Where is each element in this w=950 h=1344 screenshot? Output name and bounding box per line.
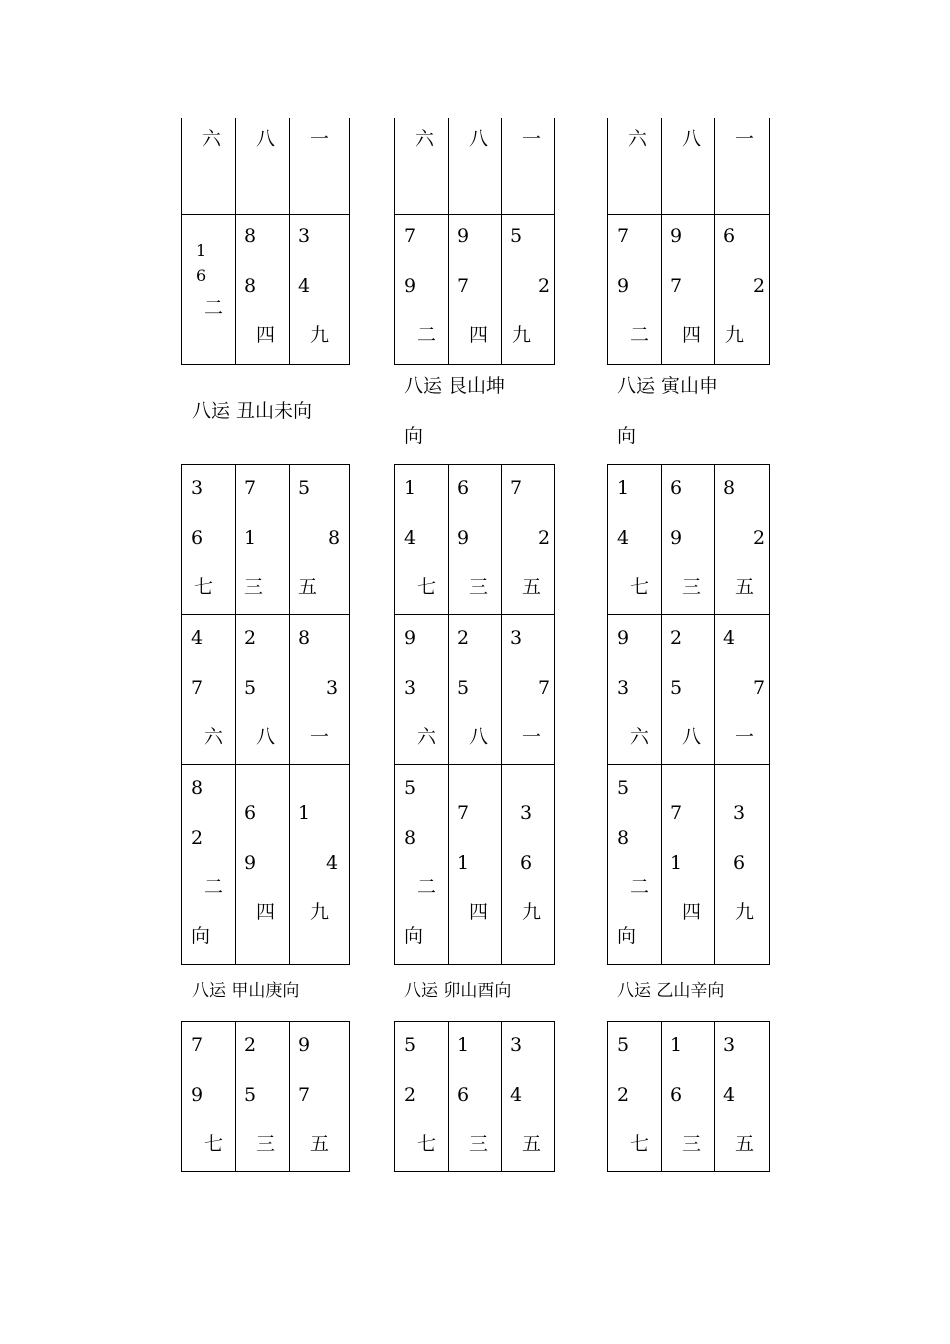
cell (182, 214, 236, 364)
mountain-star: 1 (617, 477, 630, 499)
chart-caption: 八运 丑山未向 (192, 400, 313, 422)
water-star: 4 (510, 1084, 523, 1106)
water-star: 7 (538, 677, 551, 699)
water-star: 6 (191, 527, 204, 549)
period-star: 四 (469, 901, 489, 923)
cell (449, 615, 502, 765)
mountain-star: 4 (191, 627, 204, 649)
star: 八 (469, 128, 489, 150)
period-star: 二 (630, 323, 650, 346)
period-star: 六 (204, 726, 224, 748)
period-star: 六 (417, 726, 437, 748)
period-star: 四 (682, 901, 702, 923)
cell (236, 615, 290, 765)
water-star: 2 (404, 1084, 417, 1106)
period-star: 五 (310, 1133, 330, 1155)
cell (395, 765, 449, 965)
cell (715, 118, 770, 214)
cell (608, 615, 662, 765)
mountain-star: 5 (404, 777, 417, 799)
water-star: 2 (538, 527, 551, 549)
star: 一 (735, 128, 755, 150)
period-star: 七 (204, 1133, 224, 1155)
cell (236, 1022, 290, 1172)
period-star: 九 (725, 323, 745, 346)
water-star: 8 (404, 827, 417, 849)
cell (395, 465, 449, 615)
cell (662, 465, 715, 615)
chart-grid-yin (607, 118, 770, 365)
mountain-star: 6 (244, 802, 257, 824)
period-star: 二 (204, 296, 224, 319)
water-star: 7 (753, 677, 766, 699)
star: 八 (256, 128, 276, 150)
period-star: 一 (310, 726, 330, 748)
cell (715, 1022, 770, 1172)
water-star: 7 (298, 1084, 311, 1106)
mountain-star: 7 (510, 477, 523, 499)
mountain-star: 5 (617, 1034, 630, 1056)
water-star: 9 (457, 527, 470, 549)
star: 六 (415, 128, 435, 150)
chart-grid-jia-next (181, 1021, 350, 1172)
mountain-star: 3 (298, 224, 311, 247)
cell (449, 214, 502, 364)
period-star: 二 (630, 876, 650, 898)
mountain-star: 2 (670, 627, 683, 649)
chart-grid-mao (394, 464, 555, 965)
water-star: 1 (670, 852, 683, 874)
mountain-star: 1 (196, 240, 207, 260)
mountain-star: 3 (510, 627, 523, 649)
star: 六 (202, 128, 222, 150)
chart-grid-yi-next (607, 1021, 770, 1172)
cell (449, 765, 502, 965)
period-star: 五 (735, 1133, 755, 1155)
cell (236, 214, 290, 364)
water-star: 2 (753, 527, 766, 549)
chart-caption: 八运 乙山辛向 (617, 981, 725, 1001)
cell (502, 118, 555, 214)
period-star: 四 (682, 323, 702, 346)
water-star: 4 (298, 274, 311, 297)
water-star: 6 (670, 1084, 683, 1106)
period-star: 四 (469, 323, 489, 346)
period-star: 二 (417, 323, 437, 346)
water-star: 5 (244, 677, 257, 699)
mountain-star: 9 (670, 224, 683, 247)
mountain-star: 3 (191, 477, 204, 499)
water-star: 2 (538, 274, 551, 297)
water-star: 9 (617, 274, 630, 297)
mountain-star: 7 (404, 224, 417, 247)
cell (502, 214, 555, 364)
cell (236, 765, 290, 965)
cell (662, 615, 715, 765)
water-star: 5 (244, 1084, 257, 1106)
cell (715, 214, 770, 364)
water-star: 1 (457, 852, 470, 874)
star: 一 (522, 128, 542, 150)
cell (662, 118, 715, 214)
mountain-star: 3 (733, 802, 746, 824)
cell (715, 765, 770, 965)
mountain-star: 7 (617, 224, 630, 247)
water-star: 1 (244, 527, 257, 549)
mountain-star: 8 (723, 477, 736, 499)
water-star: 7 (670, 274, 683, 297)
water-star: 2 (753, 274, 766, 297)
chart-grid-chou (181, 118, 350, 365)
mountain-star: 7 (191, 1034, 204, 1056)
period-star: 九 (310, 901, 330, 923)
mountain-star: 5 (298, 477, 311, 499)
chart-grid-jia (181, 464, 350, 965)
water-star: 6 (457, 1084, 470, 1106)
period-star: 三 (244, 576, 264, 598)
mountain-star: 7 (670, 802, 683, 824)
mountain-star: 8 (191, 777, 204, 799)
period-star: 七 (417, 1133, 437, 1155)
period-star: 九 (522, 901, 542, 923)
star: 八 (682, 128, 702, 150)
mountain-star: 2 (244, 1034, 257, 1056)
mountain-star: 3 (723, 1034, 736, 1056)
water-star: 9 (244, 852, 257, 874)
period-star: 三 (469, 1133, 489, 1155)
cell (290, 214, 350, 364)
water-star: 4 (404, 527, 417, 549)
cell (715, 465, 770, 615)
chart-caption-wrap: 向 (617, 425, 637, 447)
period-star: 七 (194, 576, 214, 598)
cell (395, 214, 449, 364)
period-star: 五 (522, 576, 542, 598)
period-star: 三 (469, 576, 489, 598)
facing-label: 向 (404, 925, 424, 947)
chart-grid-yi (607, 464, 770, 965)
water-star: 5 (670, 677, 683, 699)
mountain-star: 2 (244, 627, 257, 649)
water-star: 8 (244, 274, 257, 297)
cell (290, 615, 350, 765)
mountain-star: 5 (617, 777, 630, 799)
cell (182, 765, 236, 965)
cell (608, 118, 662, 214)
mountain-star: 7 (457, 802, 470, 824)
mountain-star: 6 (670, 477, 683, 499)
cell (236, 118, 290, 214)
period-star: 六 (630, 726, 650, 748)
water-star: 7 (457, 274, 470, 297)
cell (395, 118, 449, 214)
cell (236, 465, 290, 615)
star: 一 (310, 128, 330, 150)
mountain-star: 1 (670, 1034, 683, 1056)
water-star: 4 (617, 527, 630, 549)
period-star: 八 (469, 726, 489, 748)
period-star: 二 (417, 876, 437, 898)
mountain-star: 1 (404, 477, 417, 499)
mountain-star: 9 (617, 627, 630, 649)
mountain-star: 2 (457, 627, 470, 649)
chart-caption-wrap: 向 (404, 425, 424, 447)
period-star: 八 (682, 726, 702, 748)
cell (608, 465, 662, 615)
water-star: 8 (328, 527, 341, 549)
water-star: 6 (196, 265, 207, 285)
cell (182, 615, 236, 765)
cell (502, 765, 555, 965)
cell (608, 765, 662, 965)
cell (290, 118, 350, 214)
cell (608, 1022, 662, 1172)
period-star: 一 (735, 726, 755, 748)
water-star: 9 (670, 527, 683, 549)
period-star: 三 (682, 576, 702, 598)
facing-label: 向 (191, 925, 211, 947)
mountain-star: 1 (457, 1034, 470, 1056)
water-star: 9 (404, 274, 417, 297)
period-star: 四 (256, 901, 276, 923)
cell (662, 1022, 715, 1172)
cell (182, 118, 236, 214)
period-star: 九 (512, 323, 532, 346)
period-star: 四 (256, 323, 276, 346)
star: 六 (628, 128, 648, 150)
chart-caption: 八运 甲山庚向 (192, 981, 300, 1001)
cell (290, 765, 350, 965)
water-star: 2 (617, 1084, 630, 1106)
period-star: 三 (682, 1133, 702, 1155)
chart-caption: 八运 寅山申 (617, 375, 719, 397)
water-star: 4 (326, 852, 339, 874)
cell (290, 1022, 350, 1172)
water-star: 3 (326, 677, 339, 699)
cell (608, 214, 662, 364)
mountain-star: 8 (244, 224, 257, 247)
cell (502, 615, 555, 765)
cell (449, 1022, 502, 1172)
chart-caption: 八运 卯山酉向 (404, 981, 512, 1001)
chart-grid-gen (394, 118, 555, 365)
water-star: 4 (723, 1084, 736, 1106)
cell (182, 465, 236, 615)
mountain-star: 5 (510, 224, 523, 247)
mountain-star: 9 (457, 224, 470, 247)
cell (662, 765, 715, 965)
mountain-star: 6 (723, 224, 736, 247)
mountain-star: 8 (298, 627, 311, 649)
water-star: 6 (733, 852, 746, 874)
mountain-star: 3 (520, 802, 533, 824)
cell (502, 1022, 555, 1172)
chart-caption: 八运 艮山坤 (404, 375, 506, 397)
chart-grid-mao-next (394, 1021, 555, 1172)
cell (502, 465, 555, 615)
mountain-star: 1 (298, 802, 311, 824)
water-star: 6 (520, 852, 533, 874)
mountain-star: 4 (723, 627, 736, 649)
cell (715, 615, 770, 765)
cell (290, 465, 350, 615)
cell (395, 615, 449, 765)
period-star: 一 (522, 726, 542, 748)
cell (182, 1022, 236, 1172)
period-star: 七 (630, 576, 650, 598)
cell (395, 1022, 449, 1172)
mountain-star: 9 (298, 1034, 311, 1056)
period-star: 二 (204, 876, 224, 898)
water-star: 9 (191, 1084, 204, 1106)
period-star: 五 (298, 576, 318, 598)
period-star: 九 (310, 323, 330, 346)
facing-label: 向 (617, 925, 637, 947)
mountain-star: 6 (457, 477, 470, 499)
water-star: 2 (191, 827, 204, 849)
cell (662, 214, 715, 364)
period-star: 三 (256, 1133, 276, 1155)
mountain-star: 7 (244, 477, 257, 499)
water-star: 3 (404, 677, 417, 699)
period-star: 七 (417, 576, 437, 598)
cell (449, 118, 502, 214)
cell (449, 465, 502, 615)
mountain-star: 9 (404, 627, 417, 649)
period-star: 七 (630, 1133, 650, 1155)
mountain-star: 5 (404, 1034, 417, 1056)
period-star: 五 (735, 576, 755, 598)
water-star: 8 (617, 827, 630, 849)
period-star: 五 (522, 1133, 542, 1155)
water-star: 7 (191, 677, 204, 699)
water-star: 5 (457, 677, 470, 699)
mountain-star: 3 (510, 1034, 523, 1056)
water-star: 3 (617, 677, 630, 699)
period-star: 九 (735, 901, 755, 923)
period-star: 八 (256, 726, 276, 748)
